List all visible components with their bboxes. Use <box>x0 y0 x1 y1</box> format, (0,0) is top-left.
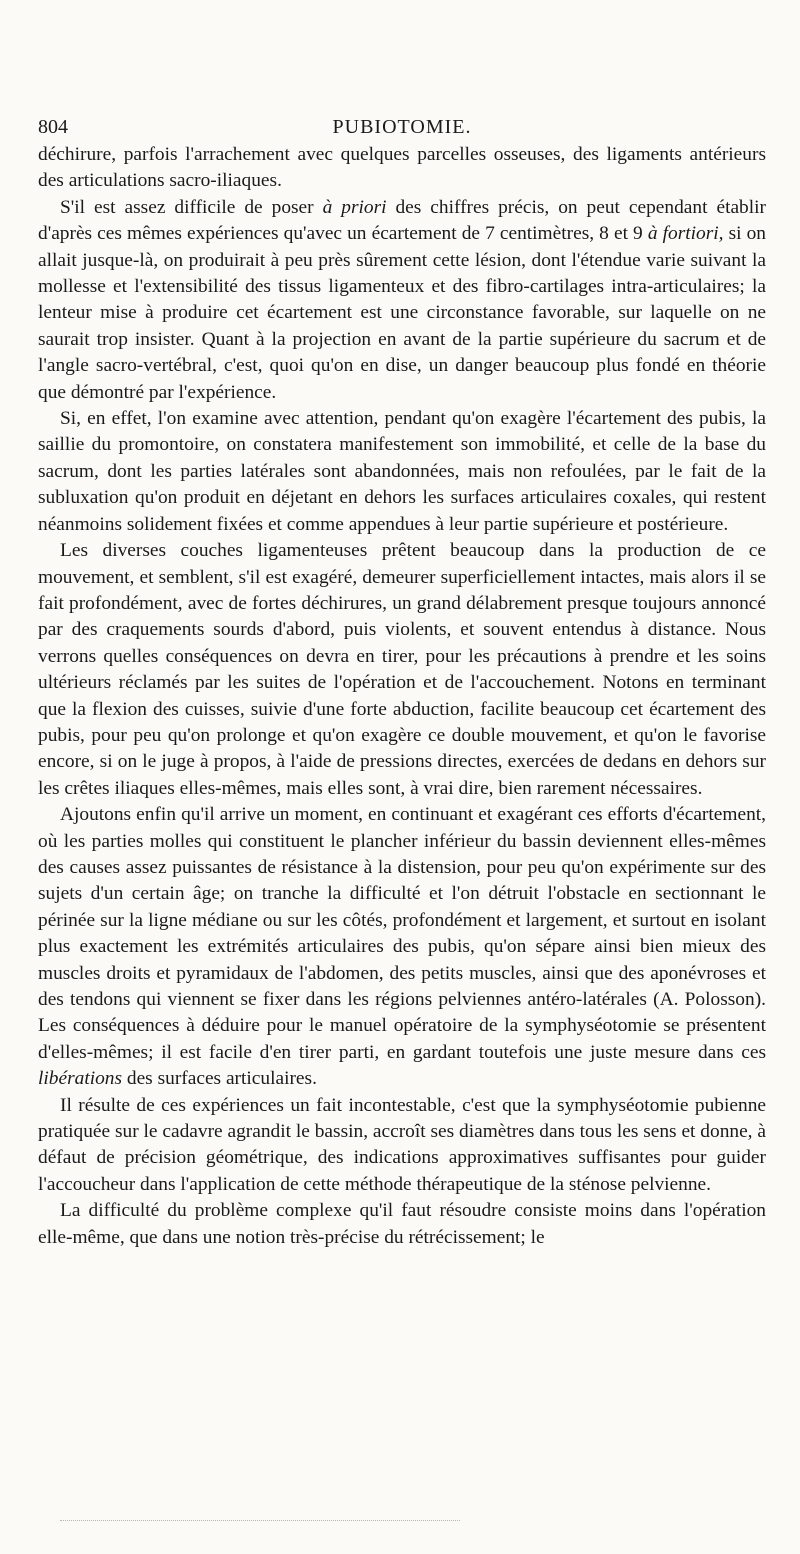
page-header <box>38 112 766 142</box>
page <box>38 112 766 1251</box>
paragraph-5-italic-liberations: libérations <box>38 1068 123 1090</box>
paragraph-4-text: Les diverses couches ligamenteuses prêtent beaucoup dans la production de ce mouvement, et semblent, s'il est exagéré, demeurer superficiellement intactes, mais alors il se fait profondément, avec de fortes déchirures, un grand délabrement presque toujours annoncé par des craquements sourds d'abord, puis violents, et souvent entendus à distance. Nous verrons quelles conséquences on devra en tirer, pour les précautions à prendre et les soins ultérieurs réclamés par les suites de l'opération et de l'accouchement. Notons en terminant que la flexion des cuisses, suivie d'une forte abduction, facilite beaucoup cet écartement des pubis, pour peu qu'on prolonge et qu'on exagère ce double mouvement, et qu'on le favorise encore, si on le juge à propos, à l'aide de pressions directes, exercées de dedans en dehors sur les crêtes iliaques elles-mêmes, mais elles sont, à vrai dire, bien rarement nécessaires. <box>38 540 766 799</box>
paragraph-3-text: Si, en effet, l'on examine avec attention, pendant qu'on exagère l'écartement des pubis, la saillie du promontoire, on constatera manifestement son immobilité, et celle de la base du sacrum, dont les parties latérales sont abandonnées, mais non refoulées, par le fait de la subluxation qu'on produit en déjetant en dehors les surfaces articulaires coxales, qui restent néanmoins solidement fixées et comme appendues à leur partie supérieure et postérieure. <box>38 408 766 535</box>
paragraph-2 <box>38 195 766 406</box>
paragraph-5 <box>38 802 766 1092</box>
paragraph-7-text: La difficulté du problème complexe qu'il faut résoudre consiste moins dans l'opération elle-même, que dans une notion très-précise du rétrécissement; le <box>38 1200 766 1248</box>
paragraph-2-text-a: S'il est assez difficile de poser <box>60 196 323 218</box>
paragraph-6-text: Il résulte de ces expériences un fait incontestable, c'est que la symphyséotomie pubienne pratiquée sur le cadavre agrandit le bassin, accroît ses diamètres dans tous les sens et donne, à défaut de précision géométrique, des indications approximatives suffisantes pour guider l'accoucheur dans l'application de cette méthode thérapeutique de la sténose pelvienne. <box>38 1094 766 1195</box>
paragraph-1 <box>38 142 766 195</box>
paragraph-2-italic-a-priori: à priori <box>322 196 387 218</box>
paragraph-2-text-b: des chiffres précis, on peut cependant établir d'après ces mêmes expériences qu'avec un écartement de 7 centimètres, 8 et 9 <box>38 196 766 245</box>
running-title: PUBIOTOMIE. <box>332 116 472 138</box>
page-number: 804 <box>38 116 68 138</box>
paragraph-2-text-c: si on allait jusque-là, on produirait à peu près sûrement cette lésion, dont l'étendue varie suivant la mollesse et l'extensibilité des tissus ligamenteux et des fibro-cartilages intra-articulaires; la lenteur mise à produire cet écartement est une circonstance favorable, sur laquelle on ne saurait trop insister. Quant à la projection en avant de la partie supérieure du sacrum et de l'angle sacro-vertébral, c'est, quoi qu'on en dise, un danger beaucoup plus fondé en théorie que démontré par l'expérience. <box>38 223 766 403</box>
paragraph-5-text-b: des surfaces articulaires. <box>122 1068 317 1090</box>
paragraph-4 <box>38 538 766 802</box>
page-footer-speckle <box>60 1520 460 1525</box>
paragraph-6 <box>38 1093 766 1199</box>
paragraph-7 <box>38 1198 766 1251</box>
paragraph-1-text: déchirure, parfois l'arrachement avec quelques parcelles osseuses, des ligaments antérieurs des articulations sacro-iliaques. <box>38 144 766 192</box>
paragraph-2-italic-a-fortiori: à fortiori, <box>647 223 724 245</box>
paragraph-3 <box>38 406 766 538</box>
body-text <box>38 142 766 1251</box>
paragraph-5-text-a: Ajoutons enfin qu'il arrive un moment, en continuant et exagérant ces efforts d'écartement, où les parties molles qui constituent le plancher inférieur du bassin deviennent elles-mêmes des causes assez puissantes de résistance à la distension, pour peu qu'on expérimente sur des sujets d'un certain âge; on tranche la difficulté et l'on détruit l'obstacle en sectionnant le périnée sur la ligne médiane ou sur les côtés, profondément et largement, et surtout en isolant plus exactement les extrémités articulaires des pubis, qu'on sépare ainsi bien mieux des muscles droits et pyramidaux de l'abdomen, des petits muscles, ainsi que des aponévroses et des tendons qui viennent se fixer dans les régions pelviennes antéro-latérales (A. Polosson). Les conséquences à déduire pour le manuel opératoire de la symphyséotomie se présentent d'elles-mêmes; il est facile d'en tirer parti, en gardant toutefois une juste mesure dans ces <box>38 804 766 1063</box>
